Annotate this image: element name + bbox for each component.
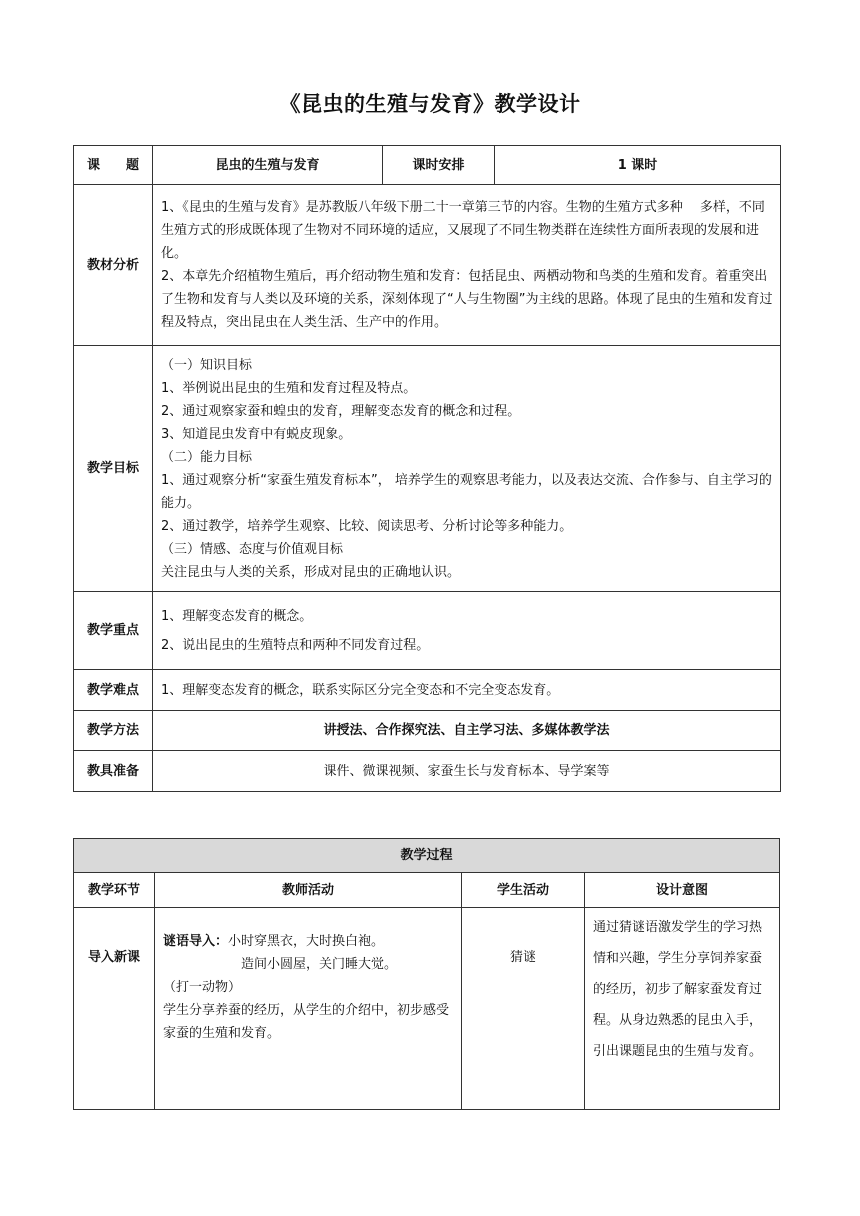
goals-content — [153, 346, 781, 592]
riddle-text-1: 小时穿黑衣，大时换白袍。 — [228, 934, 385, 949]
design-intent-cell: 通过猜谜语激发学生的学习热情和兴趣，学生分享饲养家蚕的经历，初步了解家蚕发育过程。从身边熟悉的昆虫入手，引出课题昆虫的生殖与发育。 — [585, 908, 780, 1110]
teacher-text: 学生分享养蚕的经历，从学生的介绍中，初步感受家蚕的生殖和发育。 — [163, 1003, 450, 1041]
key-point-line: 2、说出昆虫的生殖特点和两种不同发育过程。 — [161, 637, 430, 653]
goal-line: 1、举例说出昆虫的生殖和发育过程及特点。 — [161, 380, 417, 396]
goal-line: （三）情感、态度与价值观目标 — [161, 541, 344, 557]
difficulty-content: 1、理解变态发育的概念，联系实际区分完全变态和不完全变态发育。 — [153, 670, 781, 711]
analysis-paragraph-1: 1、《昆虫的生殖与发育》是苏教版八年级下册二十一章第三节的内容。生物的生殖方式多种 多样，不同生殖方式的形成既体现了生物对不同环境的适应，又展现了不同生物类群在连续性方面所表现的发展和进化。 — [161, 200, 765, 261]
process-header-row — [74, 839, 780, 873]
analysis-label: 教材分析 — [74, 185, 153, 346]
teaching-process-table — [73, 838, 780, 1110]
riddle-hint: （打一动物） — [163, 980, 242, 995]
tools-label: 教具准备 — [74, 751, 153, 792]
process-header: 教学过程 — [74, 839, 780, 873]
methods-content: 讲授法、合作探究法、自主学习法、多媒体教学法 — [153, 711, 781, 751]
goal-line: 2、通过观察家蚕和蝗虫的发育，理解变态发育的概念和过程。 — [161, 403, 521, 419]
stage-cell: 导入新课 — [74, 908, 155, 1110]
schedule-value: 1 课时 — [495, 146, 781, 185]
goal-line: （二）能力目标 — [161, 449, 253, 465]
column-teacher: 教师活动 — [155, 873, 462, 908]
tools-row — [74, 751, 781, 792]
column-student: 学生活动 — [462, 873, 585, 908]
teacher-activity-cell — [155, 908, 462, 1110]
document-title: 《昆虫的生殖与发育》教学设计 — [279, 92, 581, 116]
key-points-content — [153, 592, 781, 670]
goal-line: 关注昆虫与人类的关系，形成对昆虫的正确地认识。 — [161, 564, 461, 580]
column-stage: 教学环节 — [74, 873, 155, 908]
key-points-row — [74, 592, 781, 670]
goal-line: 3、知道昆虫发育中有蜕皮现象。 — [161, 426, 352, 442]
riddle-line-2: 造间小圆屋，关门睡大觉。 — [241, 957, 398, 972]
course-row — [74, 146, 781, 185]
riddle-label: 谜语导入： — [163, 934, 229, 949]
student-activity-cell: 猜谜 — [462, 908, 585, 1110]
tools-content: 课件、微课视频、家蚕生长与发育标本、导学案等 — [153, 751, 781, 792]
analysis-row — [74, 185, 781, 346]
key-points-label: 教学重点 — [74, 592, 153, 670]
goal-line: 2、通过教学，培养学生观察、比较、阅读思考、分析讨论等多种能力。 — [161, 518, 573, 534]
course-value: 昆虫的生殖与发育 — [153, 146, 383, 185]
process-columns-row — [74, 873, 780, 908]
methods-row — [74, 711, 781, 751]
analysis-paragraph-2: 2、本章先介绍植物生殖后，再介绍动物生殖和发育：包括昆虫、两栖动物和鸟类的生殖和发育。着重突出了生物和发育与人类以及环境的关系，深刻体现了“人与生物圈”为主线的思路。体现了昆虫的生殖和发育过程及特点，突出昆虫在人类生活、生产中的作用。 — [161, 269, 773, 330]
goal-line: （一）知识目标 — [161, 357, 253, 373]
difficulty-row — [74, 670, 781, 711]
lesson-info-table — [73, 145, 781, 792]
goals-label: 教学目标 — [74, 346, 153, 592]
riddle-line-1 — [163, 930, 453, 953]
column-intent: 设计意图 — [585, 873, 780, 908]
goals-row — [74, 346, 781, 592]
methods-label: 教学方法 — [74, 711, 153, 751]
schedule-label: 课时安排 — [383, 146, 495, 185]
key-point-line: 1、理解变态发育的概念。 — [161, 608, 313, 624]
course-label: 课 题 — [74, 146, 153, 185]
goal-line: 1、通过观察分析“家蚕生殖发育标本”， 培养学生的观察思考能力，以及表达交流、合作参与、自主学习的能力。 — [161, 472, 772, 511]
analysis-content — [153, 185, 781, 346]
process-row-intro — [74, 908, 780, 1110]
difficulty-label: 教学难点 — [74, 670, 153, 711]
